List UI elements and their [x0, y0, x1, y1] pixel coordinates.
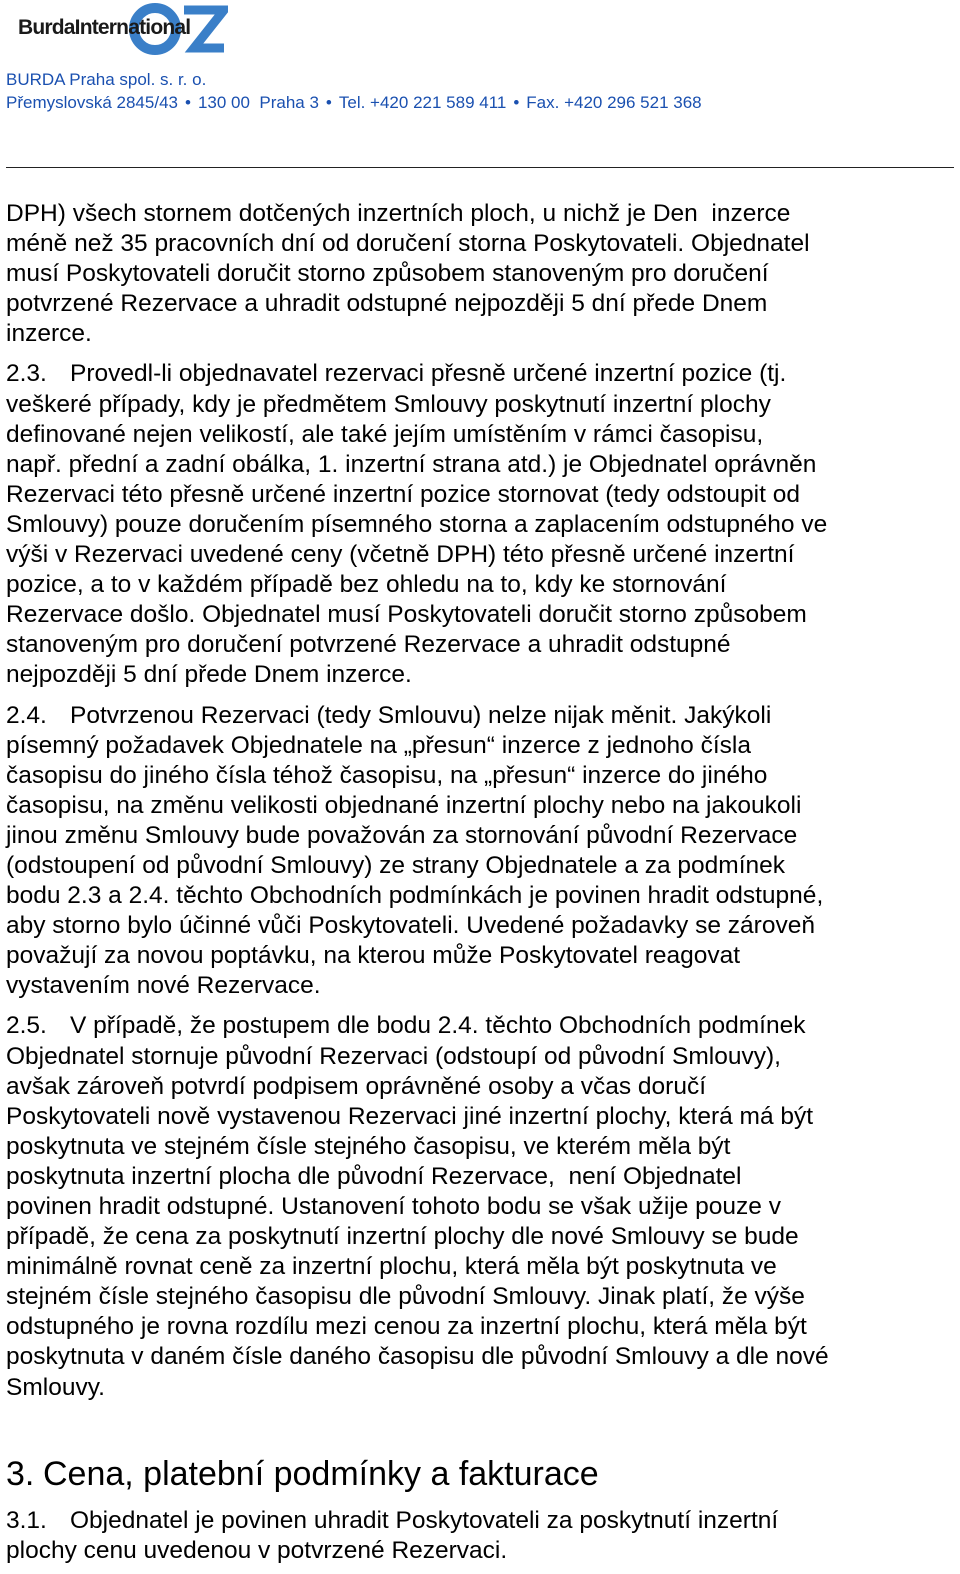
- paragraph-2-5: 2.5. V případě, že postupem dle bodu 2.4. těchto Obchodních podmínek Objednatel stornuje původní Rezervaci (odstoupí od původní Smlouvy), avšak zároveň potvrdí podpisem oprávněné osoby a včas doručí Poskytovateli nově vystavenou Rezervaci jiné inzertní plochy, která má být poskytnuta ve stejném čísle stejného časopisu, ve kterém měla být poskytnuta inzertní plocha dle původní Rezervace, není Objednatel povinen hradit odstupné. Ustanovení tohoto bodu se však užije pouze v případě, že cena za poskytnutí inzertní plochy dle nové Smlouvy se bude minimálně rovnat ceně za inzertní plochu, která měla být poskytnuta ve stejném čísle stejného časopisu dle původní Smlouvy. Jinak platí, že výše odstupného je rovna rozdílu mezi cenou za inzertní plochu, která měla být poskytnuta v daném čísle daného časopisu dle původní Smlouvy a dle nové Smlouvy.: [6, 1012, 829, 1401]
- paragraph-number: 2.5.: [6, 1012, 47, 1040]
- section-number: 3.: [6, 1455, 35, 1493]
- section-heading: [6, 1454, 599, 1494]
- address-city: 130 00 Praha 3: [197, 93, 319, 112]
- paragraph-3-1: 3.1. Objednatel je povinen uhradit Poskytovateli za poskytnutí inzertní plochy cenu uvedenou v potvrzené Rezervaci.: [6, 1507, 779, 1565]
- intro-paragraph: DPH) všech stornem dotčených inzertních ploch, u nichž je Den inzerce méně než 35 pracovních dní od doručení storna Poskytovateli. Objednatel musí Poskytovateli doručit storno způsobem stanoveným pro doručení potvrzené Rezervace a uhradit odstupné nejpozději 5 dní přede Dnem inzerce.: [6, 200, 810, 348]
- paragraph-2-4: 2.4. Potvrzenou Rezervaci (tedy Smlouvu) nelze nijak měnit. Jakýkoli písemný požadavek Objednatele na „přesun“ inzerce z jednoho čísla časopisu do jiného čísla téhož časopisu, na „přesun“ inzerce do jiného časopisu, na změnu velikosti objednané inzertní plochy nebo na jakoukoli jinou změnu Smlouvy bude považován za stornování původní Rezervace (odstoupení od původní Smlouvy) ze strany Objednatele a za podmínek bodu 2.3 a 2.4. těchto Obchodních podmínkách je povinen hradit odstupné, aby storno bylo účinné vůči Poskytovateli. Uvedené požadavky se zároveň považují za novou poptávku, na kterou může Poskytovatel reagovat vystavením nové Rezervace.: [6, 701, 824, 1000]
- company-name: BURDA Praha spol. s. r. o.: [6, 70, 207, 89]
- company-address: [6, 93, 702, 113]
- address-fax: Fax. +420 296 521 368: [526, 93, 702, 112]
- header-divider: [6, 167, 954, 168]
- burda-international-logo: [16, 2, 216, 56]
- paragraph-number: 2.3.: [6, 360, 47, 388]
- paragraph-number: 2.4.: [6, 701, 47, 729]
- paragraph-number: 3.1.: [6, 1507, 47, 1534]
- address-phone: Tel. +420 221 589 411: [338, 93, 507, 112]
- document-body: [6, 199, 956, 1413]
- letterhead: [0, 0, 960, 170]
- bullet-separator-icon: •: [184, 93, 191, 112]
- bullet-separator-icon: •: [513, 93, 520, 112]
- paragraph-2-3: 2.3. Provedl-li objednavatel rezervaci přesně určené inzertní pozice (tj. veškeré případy, kdy je předmětem Smlouvy poskytnutí inzertní plochy definované nejen velikostí, ale také jejím umístěním v rámci časopisu, např. přední a zadní obálka, 1. inzertní strana atd.) je Objednatel oprávněn Rezervaci této přesně určené inzertní pozice stornovat (tedy odstoupit od Smlouvy) pouze doručením písemného storna a zaplacením odstupného ve výši v Rezervaci uvedené ceny (včetně DPH) této přesně určené inzertní pozice, a to v každém případě bez ohledu na to, kdy ke stornování Rezervace došlo. Objednatel musí Poskytovateli doručit storno způsobem stanoveným pro doručení potvrzené Rezervace a uhradit odstupné nejpozději 5 dní přede Dnem inzerce.: [6, 360, 828, 689]
- address-street: Přemyslovská 2845/43: [6, 93, 178, 112]
- section-title: Cena, platební podmínky a fakturace: [43, 1455, 599, 1493]
- bullet-separator-icon: •: [325, 93, 332, 112]
- logo-text: BurdaInternational: [18, 16, 191, 39]
